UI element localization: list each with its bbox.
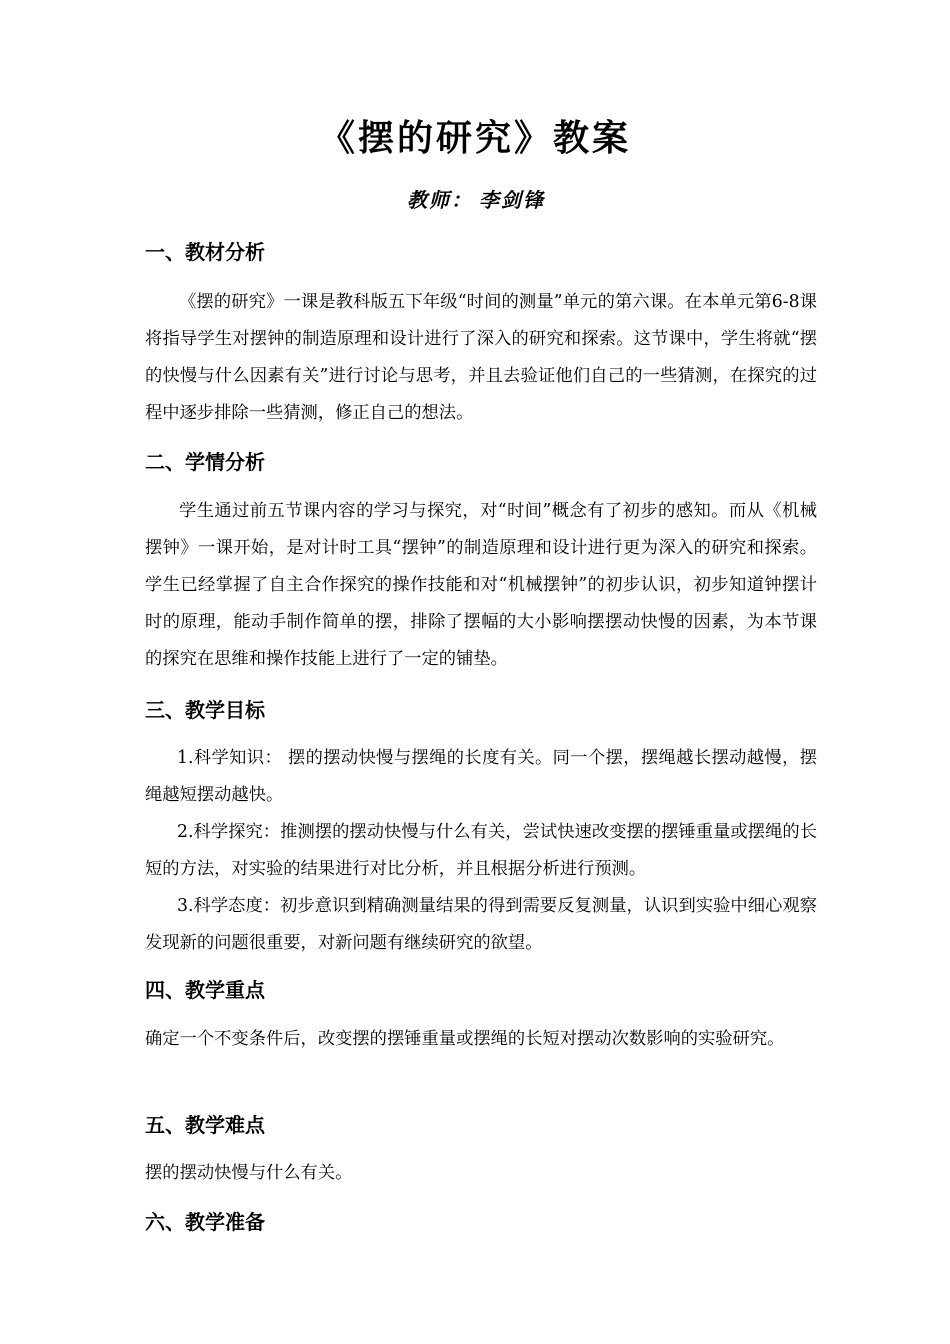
section-heading-textbook-analysis: 一、教材分析 <box>145 240 265 264</box>
goal-item-attitude: 3.科学态度：初步意识到精确测量结果的得到需要反复测量，认识到实验中细心观察发现新的问题很重要，对新问题有继续研究的欲望。 <box>145 896 817 953</box>
document-title: 《摆的研究》教案 <box>318 117 631 159</box>
section-heading-preparation: 六、教学准备 <box>145 1210 265 1234</box>
goal-item-knowledge: 1.科学知识： 摆的摆动快慢与摆绳的长度有关。同一个摆，摆绳越长摆动越慢，摆绳越短摆动越快。 <box>145 748 817 805</box>
teacher-line <box>0 185 950 215</box>
teacher-name: 李剑锋 <box>479 188 545 212</box>
section-heading-student-analysis: 二、学情分析 <box>145 450 265 474</box>
paragraph-difficulties: 摆的摆动快慢与什么有关。 <box>145 1163 353 1183</box>
section-heading-key-points: 四、教学重点 <box>145 978 265 1002</box>
teacher-label: 教师： <box>407 188 473 212</box>
section-heading-teaching-goals: 三、教学目标 <box>145 698 265 722</box>
paragraph-key-points: 确定一个不变条件后，改变摆的摆锤重量或摆绳的长短对摆动次数影响的实验研究。 <box>145 1029 785 1049</box>
paragraph-student-analysis: 学生通过前五节课内容的学习与探究，对“时间”概念有了初步的感知。而从《机械摆钟》一课开始，是对计时工具“摆钟”的制造原理和设计进行更为深入的研究和探索。学生已经掌握了自主合作探究的操作技能和对“机械摆钟”的初步认识，初步知道钟摆计时的原理，能动手制作简单的摆，排除了摆幅的大小影响摆摆动快慢的因素，为本节课的探究在思维和操作技能上进行了一定的铺垫。 <box>145 501 817 669</box>
section-heading-difficulties: 五、教学难点 <box>145 1113 265 1137</box>
goal-item-inquiry: 2.科学探究：推测摆的摆动快慢与什么有关，尝试快速改变摆的摆锤重量或摆绳的长短的方法，对实验的结果进行对比分析，并且根据分析进行预测。 <box>145 822 817 879</box>
paragraph-textbook-analysis: 《摆的研究》一课是教科版五下年级“时间的测量”单元的第六课。在本单元第6-8课将指导学生对摆钟的制造原理和设计进行了深入的研究和探索。这节课中，学生将就“摆的快慢与什么因素有关”进行讨论与思考，并且去验证他们自己的一些猜测，在探究的过程中逐步排除一些猜测，修正自己的想法。 <box>145 292 817 423</box>
